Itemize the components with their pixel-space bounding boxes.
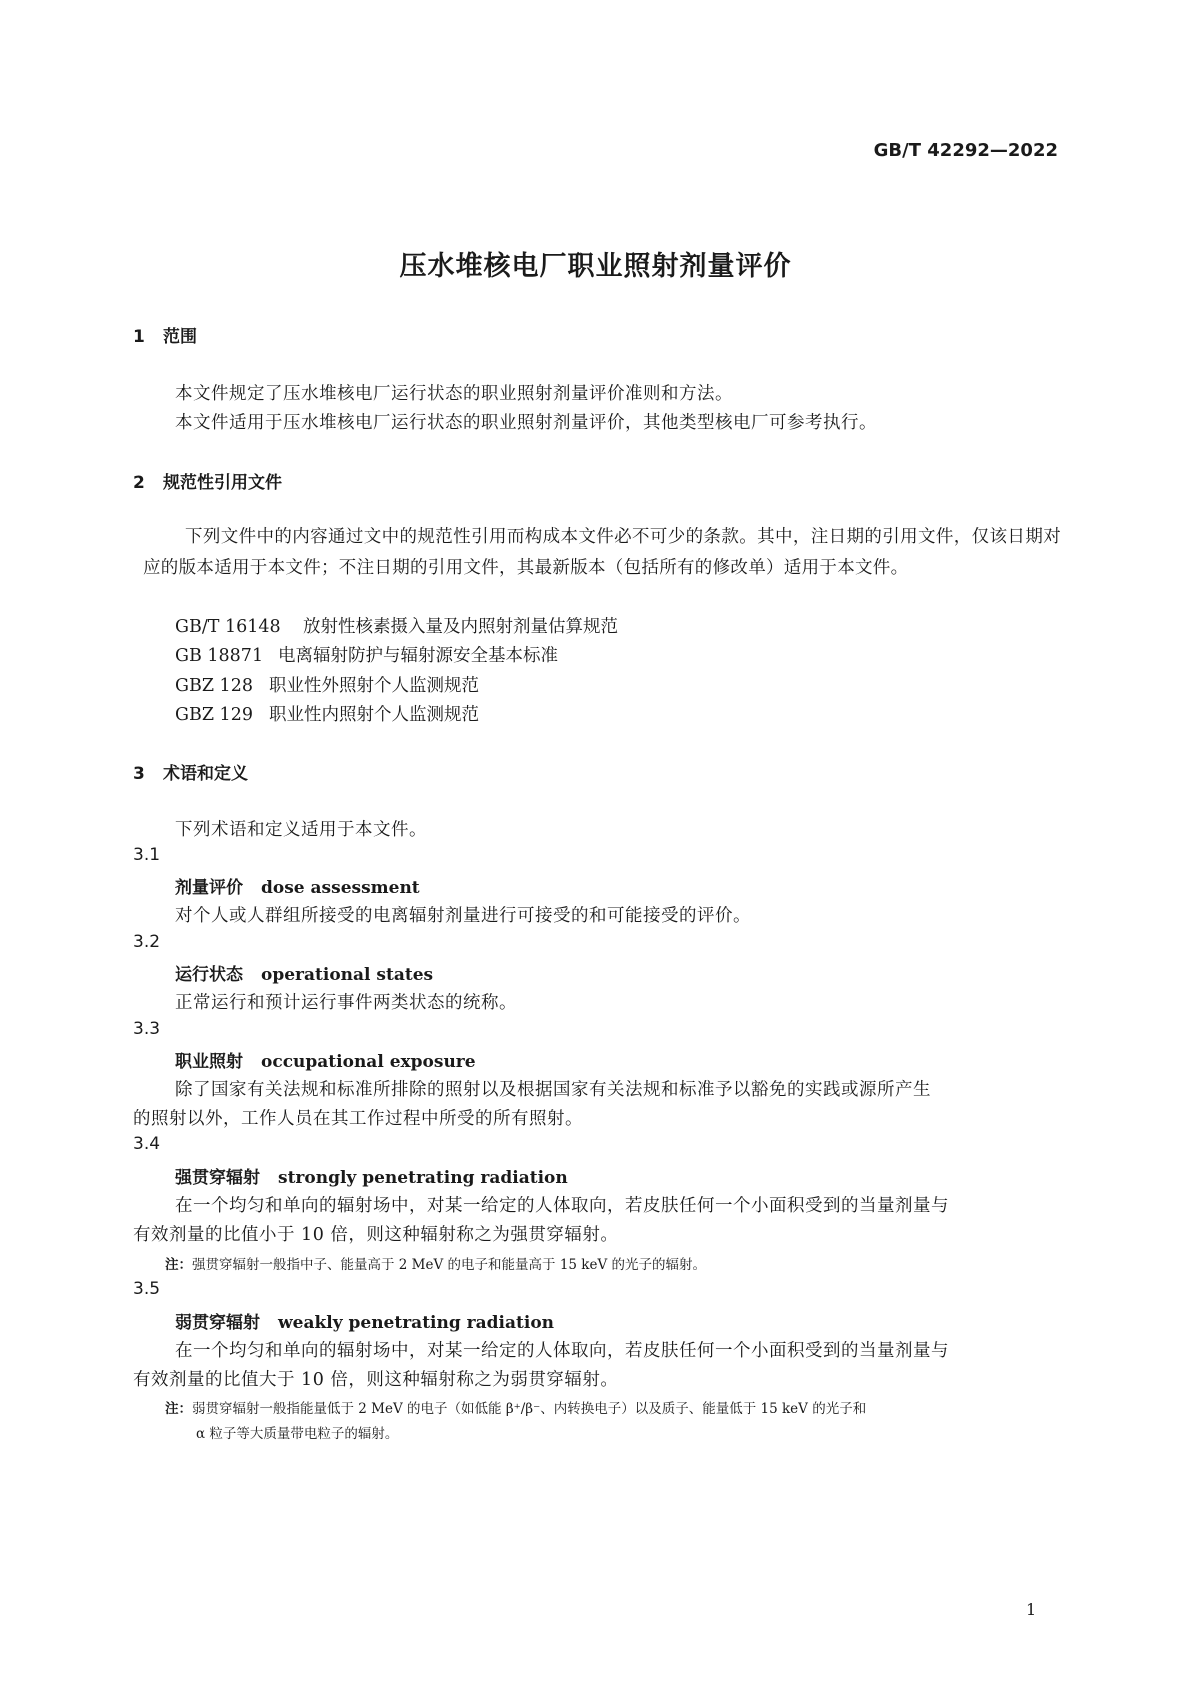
term-heading [175, 873, 420, 898]
reference-code: GB 18871 [175, 646, 264, 666]
term-definition-line: 的照射以外，工作人员在其工作过程中所受的所有照射。 [133, 1109, 583, 1129]
note-label: 注： [165, 1401, 192, 1417]
scope-paragraph-2: 本文件适用于压水堆核电厂运行状态的职业照射剂量评价，其他类型核电厂可参考执行。 [175, 413, 877, 433]
note-text: 强贯穿辐射一般指中子、能量高于 2 MeV 的电子和能量高于 15 keV 的光子的辐射。 [192, 1257, 706, 1273]
reference-item [175, 672, 479, 697]
section-title: 术语和定义 [163, 764, 248, 784]
reference-item [175, 613, 618, 638]
term-en: occupational exposure [261, 1052, 476, 1072]
reference-code: GBZ 128 [175, 676, 253, 696]
reference-title: 职业性内照射个人监测规范 [269, 705, 479, 725]
term-number: 3.1 [133, 845, 161, 865]
section-1-heading [133, 322, 197, 347]
term-zh: 运行状态 [175, 965, 243, 985]
term-en: operational states [261, 965, 434, 985]
reference-title: 电离辐射防护与辐射源安全基本标准 [278, 646, 558, 666]
note-text-line: 弱贯穿辐射一般指能量低于 2 MeV 的电子（如低能 β⁺/β⁻、内转换电子）以及质子、能量低于 15 keV 的光子和 [192, 1401, 867, 1417]
term-number: 3.5 [133, 1279, 161, 1299]
term-zh: 强贯穿辐射 [175, 1168, 260, 1188]
term-definition-line: 在一个均匀和单向的辐射场中，对某一给定的人体取向，若皮肤任何一个小面积受到的当量剂量与 [175, 1341, 949, 1361]
terms-intro: 下列术语和定义适用于本文件。 [175, 820, 427, 840]
term-number: 3.2 [133, 932, 161, 952]
reference-item [175, 701, 479, 726]
term-en: strongly penetrating radiation [278, 1168, 568, 1188]
page-number: 1 [1026, 1600, 1037, 1619]
section-number: 1 [133, 327, 145, 347]
term-note [165, 1253, 706, 1273]
term-en: weakly penetrating radiation [278, 1313, 555, 1333]
note-text-line: α 粒子等大质量带电粒子的辐射。 [196, 1426, 399, 1442]
section-3-heading [133, 759, 248, 784]
term-zh: 剂量评价 [175, 878, 243, 898]
document-title: 压水堆核电厂职业照射剂量评价 [399, 251, 792, 282]
term-note [165, 1397, 866, 1417]
term-number: 3.3 [133, 1019, 161, 1039]
term-definition-line: 有效剂量的比值小于 10 倍，则这种辐射称之为强贯穿辐射。 [133, 1225, 619, 1245]
term-definition-line: 除了国家有关法规和标准所排除的照射以及根据国家有关法规和标准予以豁免的实践或源所产生 [175, 1080, 931, 1100]
term-zh: 弱贯穿辐射 [175, 1313, 260, 1333]
section-number: 2 [133, 473, 145, 493]
term-definition-line: 在一个均匀和单向的辐射场中，对某一给定的人体取向，若皮肤任何一个小面积受到的当量剂量与 [175, 1196, 949, 1216]
reference-item [175, 642, 558, 667]
scope-paragraph-1: 本文件规定了压水堆核电厂运行状态的职业照射剂量评价准则和方法。 [175, 384, 733, 404]
term-heading [175, 1308, 554, 1333]
term-heading [175, 1047, 476, 1072]
term-definition-line: 有效剂量的比值大于 10 倍，则这种辐射称之为弱贯穿辐射。 [133, 1370, 619, 1390]
reference-code: GBZ 129 [175, 705, 253, 725]
reference-title: 职业性外照射个人监测规范 [269, 676, 479, 696]
section-title: 范围 [163, 327, 197, 347]
term-number: 3.4 [133, 1134, 161, 1154]
term-heading [175, 1163, 568, 1188]
section-number: 3 [133, 764, 145, 784]
section-title: 规范性引用文件 [163, 473, 282, 493]
reference-code: GB/T 16148 [175, 617, 281, 637]
reference-title: 放射性核素摄入量及内照射剂量估算规范 [303, 617, 618, 637]
term-heading [175, 960, 433, 985]
normative-intro: 下列文件中的内容通过文中的规范性引用而构成本文件必不可少的条款。其中，注日期的引用文件，仅该日期对应的版本适用于本文件；不注日期的引用文件，其最新版本（包括所有的修改单）适用于本文件。 [143, 527, 1061, 578]
term-definition: 正常运行和预计运行事件两类状态的统称。 [175, 993, 517, 1013]
term-definition: 对个人或人群组所接受的电离辐射剂量进行可接受的和可能接受的评价。 [175, 906, 751, 926]
term-zh: 职业照射 [175, 1052, 243, 1072]
note-label: 注： [165, 1257, 192, 1273]
section-2-heading [133, 468, 282, 493]
document-id: GB/T 42292—2022 [873, 140, 1058, 161]
term-en: dose assessment [261, 878, 420, 898]
